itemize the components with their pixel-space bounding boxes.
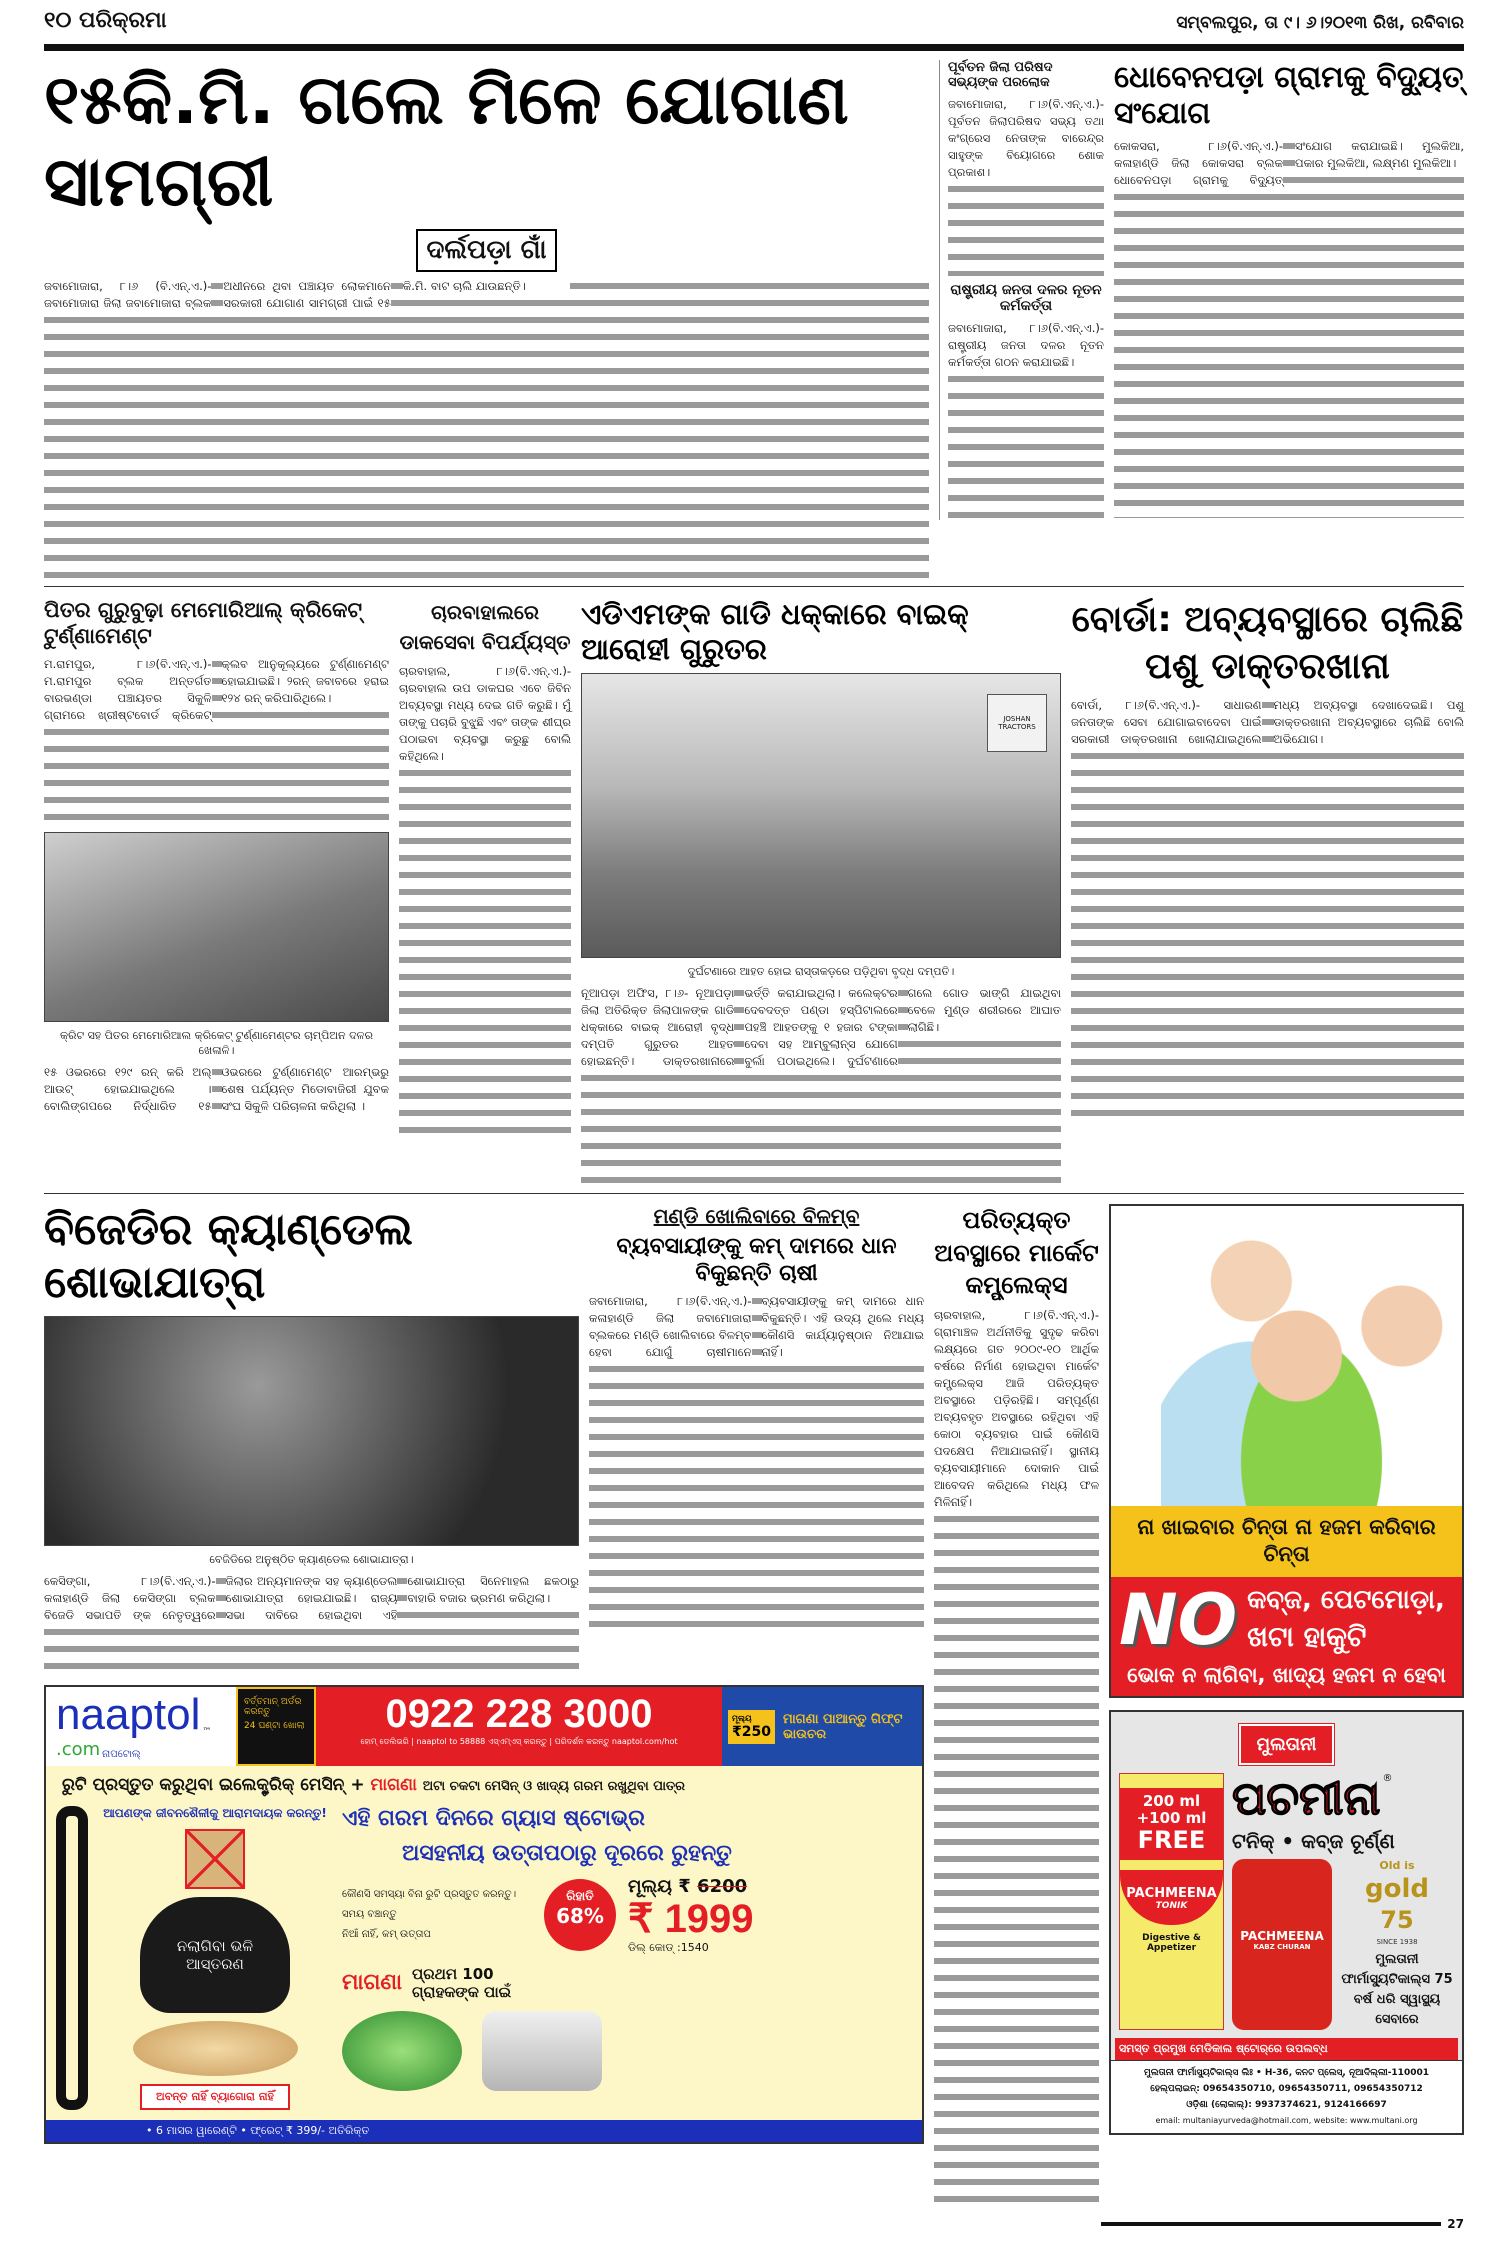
accident-headline: ଏଡିଏମଙ୍କ ଗାଡି ଧକ୍କାରେ ବାଇକ୍ ଆରୋହୀ ଗୁରୁତର <box>581 597 969 666</box>
accident-body-text: ନୂଆପଡ଼ା ଅଫିସ, ୮।୬- ନୂଆପଡ଼ା ଜିଲା ଅତିରିକ୍ତ ଜିଲାପାଳଙ୍କ ଗାଡି ଧକ୍କାରେ ବାଇକ୍ ଆରୋହୀ ବୃଦ୍ଧ ଦମ୍ପତି ଗୁରୁତର ଆହତ ହୋଇଛନ୍ତି। ଡାକ୍ତରଖାନାରେ ଭର୍ତ୍ତି କରାଯାଇଥିଲା। କଲେକ୍ଟର ଦେବଦତ୍ତ ପଣ୍ଡା ହସ୍ପିଟାଲରେ ପହଞ୍ଚି ଆହତଙ୍କୁ ୧ ହଜାର ଟଙ୍କା ଦେବା ସହ ଆମ୍ବୁଲାନ୍ସ ଯୋଗେ ବୁର୍ଲା ପଠାଇଥିଲେ। ଦୁର୍ଘଟଣାରେ ଗଲେ ଗୋଡ ଭାଙ୍ଗି ଯାଇଥିବା ବେଳେ ମୁଣ୍ଡ ଶରୀରରେ ଆଘାତ ଲାଗିଛି। <box>581 986 1061 1069</box>
discount-value: 68% <box>556 1904 604 1929</box>
multani-logo: ମୁଲତାନୀ <box>1239 1724 1335 1765</box>
slogan-1: ଏହି ଗରମ ଦିନରେ ଗ୍ୟାସ ଷ୍ଟୋଭ୍‌ର <box>342 1805 645 1831</box>
jar-type: KABZ CHURAN <box>1253 1943 1311 1952</box>
obituary-column <box>939 60 1104 520</box>
bottle-name: PACHMEENA <box>1126 1885 1217 1901</box>
free-gift-label: ମାଗଣା <box>342 1970 403 1996</box>
accident-body <box>581 985 1061 1185</box>
ad-symptoms-3: ଭୋକ ନ ଲାଗିବା, ଖାଦ୍ୟ ହଜମ ନ ହେବା <box>1127 1662 1446 1687</box>
family-photo <box>1161 1206 1462 1506</box>
cricket-story <box>44 597 389 1115</box>
vet-headline: ବୋର୍ଡା: ଅବ୍ୟବସ୍ଥାରେ ଚାଲିଛି ପଶୁ ଡାକ୍ତରଖାନା <box>1071 599 1464 687</box>
electricity-headline: ଧୋବେନପଡ଼ା ଗ୍ରାମକୁ ବିଦ୍ୟୁତ୍ ସଂଯୋଗ <box>1114 60 1464 131</box>
electricity-body-text: କୋକସରା, ୮।୬(ବି.ଏନ୍.ଏ.)- କଳାହାଣ୍ଡି ଜିଲା କୋକସରା ବ୍ଲକ ଧୋବେନପଡ଼ା ଗ୍ରାମକୁ ବିଦ୍ୟୁତ୍ ସଂଯୋଗ କରାଯାଇଛି। ମୁଲକିଆ, ପକାର ମୁଲକିଆ, ଲକ୍ଷ୍ମଣ ମୁଲକିଆ। <box>1114 139 1464 187</box>
call-now-box <box>236 1687 316 1766</box>
postal-body <box>399 663 571 1143</box>
rolling-pin-crossed-icon <box>185 1829 245 1889</box>
lifestyle-text: ଆପଣଙ୍କ ଜୀବନଶୈଳୀକୁ ଆରାମଦାୟକ କରନ୍ତୁ! <box>103 1805 327 1820</box>
row-2 <box>44 597 1464 1194</box>
vet-story <box>1071 597 1464 1117</box>
feature-item: ନିଆଁ ନାହିଁ, କମ୍ ଉତ୍ତାପ <box>342 1929 431 1941</box>
naaptol-odia: ନାପଟୋଲ୍ <box>102 1749 141 1761</box>
candle-headline: ବିଜେଡିର କ୍ୟାଣ୍ଡେଲ ଶୋଭାଯାତ୍ରା <box>44 1204 413 1308</box>
lead-body <box>44 278 929 578</box>
offer-row <box>342 1876 912 1955</box>
ad-symptoms-2: ଖଟା ହାକୁଟି <box>1247 1620 1367 1654</box>
mandi-kicker: ମଣ୍ଡି ଖୋଲିବାରେ ବିଳମ୍ବ <box>653 1204 860 1229</box>
roti-maker-lid <box>140 1897 290 2013</box>
accident-story <box>581 597 1061 1185</box>
market-headline: ପରିତ୍ୟକ୍ତ ଅବସ୍ଥାରେ ମାର୍କେଟ କମ୍ପ୍ଲେକ୍ସ <box>934 1206 1099 1299</box>
churan-jar <box>1232 1859 1332 2030</box>
naaptol-ad[interactable] <box>44 1685 924 2144</box>
cricket-photo-caption: କ୍ରିଟ ସହ ପିତର ମେମୋରିଆଲ କ୍ରିକେଟ୍ ଟୁର୍ଣ୍ଣାମେଣ୍ଟର ଚାମ୍ପିଅନ ଦଳର ଖେଳାଳି। <box>60 1028 373 1058</box>
discount-label: ରିହାତି <box>566 1889 594 1904</box>
multani-products <box>1111 1765 1462 2039</box>
lead-headline: ୧୫କି.ମି. ଗଲେ ମିଳେ ଯୋଗାଣ ସାମଗ୍ରୀ <box>44 61 849 222</box>
cricket-body-continued <box>44 1064 389 1115</box>
nonstick-label: ନଲାଗିବା ଭଳି ଆସ୍ତରଣ <box>176 1936 254 1973</box>
bottle-desc: Digestive & Appetizer <box>1142 1932 1201 1953</box>
market-story <box>934 1204 1099 2207</box>
candle-story <box>44 1204 579 1673</box>
discount-badge <box>544 1879 616 1951</box>
lead-subhead: ଦର୍ଲପଡ଼ା ଗାଁ <box>416 229 556 272</box>
rjd-headline: ରାଷ୍ଟ୍ରୀୟ ଜନତା ଦଳର ନୂତନ କର୍ମକର୍ତ୍ତା <box>950 282 1102 314</box>
gift-value: ₹250 <box>732 1723 771 1740</box>
dateline: ସମ୍ବଲପୁର, ତା ୯। ୬।୨୦୧୩ ରିଖ, ରବିବାର <box>1176 13 1464 33</box>
mandi-body <box>589 1293 924 1633</box>
old-is-text: Old is <box>1379 1859 1415 1873</box>
offer-line-1: 200 ml <box>1142 1791 1201 1810</box>
naaptol-tld: .com <box>56 1739 101 1761</box>
title-rest: ଅଟା ଚକଟା ମେସିନ୍ ଓ ଖାଦ୍ୟ ଗରମ ରଖୁଥିବା ପାତ୍ର <box>422 1779 686 1795</box>
cricket-body <box>44 656 389 826</box>
multani-right <box>1232 1770 1454 2031</box>
first-100-text: ପ୍ରଥମ 100 ଗ୍ରାହକଙ୍କ ପାଇଁ <box>412 1964 512 2001</box>
slogan-2: ଅସହନୀୟ ଉତ୍ତାପଠାରୁ ଦୂରରେ ରୁହନ୍ତୁ <box>402 1840 732 1866</box>
footer-rule <box>1101 2222 1441 2226</box>
obituary-body <box>948 96 1104 276</box>
since-text: SINCE 1938 <box>1376 1938 1418 1947</box>
heritage-text: ମୁଲତାନୀ ଫାର୍ମାସ୍ୟୁଟିକାଲ୍ସ 75 ବର୍ଷ ଧରି ସ୍ୱାସ୍ଥ୍ୟ ସେବାରେ <box>1341 1952 1453 2028</box>
product-subtitle: ଟନିକ୍ • କବ୍ଜ ଚୂର୍ଣ୍ଣ <box>1232 1829 1395 1854</box>
mandi-story <box>589 1204 924 1633</box>
page-number: 27 <box>1447 2217 1464 2232</box>
naaptol-badge: ଅବନ୍ତ ନାହିଁ ବ୍ୟାଗୋରା ନାହିଁ <box>140 2084 290 2110</box>
hours-label: 24 ଘଣ୍ଟା ଖୋଲା <box>244 1721 305 1732</box>
price-block <box>628 1876 754 1955</box>
cricket-headline: ପିତର ଗୁରୁବୁଢ଼ା ମେମୋରିଆଲ୍ କ୍ରିକେଟ୍ ଟୁର୍ଣ୍ଣାମେଣ୍ଟ <box>44 598 363 649</box>
old-is-gold <box>1340 1859 1454 2030</box>
email-website: email: multaniayurveda@hotmail.com, website: www.multani.org <box>1155 2116 1418 2126</box>
rjd-body-text: ଜବାମୋଜାରା, ୮।୬(ବି.ଏନ୍.ଏ.)- ରାଷ୍ଟ୍ରୀୟ ଜନତା ଦଳର ନୂତନ କର୍ମକର୍ତ୍ତା ଗଠନ କରାଯାଇଛି। <box>948 321 1104 369</box>
roti-maker-handle <box>56 1806 88 2110</box>
offer-line-2: +100 ml <box>1136 1809 1207 1828</box>
naaptol-product-column <box>100 1806 330 2110</box>
product-name: ପଚମୀନା <box>1232 1770 1381 1825</box>
naaptol-body <box>46 1806 922 2120</box>
company-address: ମୁଲତାନୀ ଫାର୍ମାସ୍ୟୁଟିକାଲ୍ସ ଲିଃ • H-36, କନଟ ପ୍ଲେସ୍, ନୂଆଦିଲ୍ଲୀ-110001 <box>1144 2068 1429 2079</box>
market-body-text: ଚାରବାହାଲ, ୮।୬(ବି.ଏନ୍.ଏ.)- ଗ୍ରାମାଞ୍ଚଳ ଅର୍ଥନୀତିକୁ ସୁଦୃଢ କରିବା ଲକ୍ଷ୍ୟରେ ଗତ ୨୦୦୯-୧୦ ଆର୍ଥିକ ବର୍ଷରେ ନିର୍ମାଣ ହୋଇଥିବା ମାର୍କେଟ କମ୍ପ୍ଲେକ୍ସ ଆଜି ପରିତ୍ୟକ୍ତ ଅବସ୍ଥାରେ ପଡ଼ିରହିଛି। ସମ୍ପୂର୍ଣ୍ଣ ଅବ୍ୟବହୃତ ଅବସ୍ଥାରେ ରହିଥିବା ଏହି କୋଠା ବ୍ୟବହାର ପାଇଁ କୌଣସି ପଦକ୍ଷେପ ନିଆଯାଇନାହିଁ। ସ୍ଥାନୀୟ ବ୍ୟବସାୟୀମାନେ ଦୋକାନ ପାଇଁ ଆବେଦନ କରିଥିଲେ ମଧ୍ୟ ଫଳ ମିଳିନାହିଁ। <box>934 1308 1099 1510</box>
dough-maker-image <box>342 2011 462 2091</box>
bottle-type: TONIK <box>1155 1900 1188 1911</box>
odisha-contact: ଓଡ଼ିଶା (ଲୋକାଲ୍): 9937374621, 9124166697 <box>1186 2100 1387 2111</box>
candle-body <box>44 1573 579 1673</box>
mandi-headline: ବ୍ୟବସାୟୀଙ୍କୁ କମ୍ ଦାମରେ ଧାନ ବିକୁଛନ୍ତି ଚାଷୀ <box>616 1234 897 1286</box>
naaptol-footer: • 6 ମାସର ୱାରେଣ୍ଟି • ଫ୍ରେଟ୍ ₹ 399/- ଅତିରିକ୍ତ <box>46 2120 922 2142</box>
naaptol-brand: naaptol <box>56 1690 201 1740</box>
obituary-body-text: ଜବାମୋଜାରା, ୮।୬(ବି.ଏନ୍.ଏ.)- ପୂର୍ବତନ ଜିଲାପରିଷଦ ସଭ୍ୟ ତଥା କଂଗ୍ରେସ ନେତାଙ୍କ ବାରେନ୍ଦ୍ର ସାହୁଙ୍କ ବିୟୋଗରେ ଶୋକ ପ୍ରକାଶ। <box>948 97 1104 179</box>
free-gift-row <box>342 1965 912 2001</box>
feature-item: କୌଣସି ସମସ୍ୟା ବିନା ରୁଟି ପ୍ରସ୍ତୁତ କରନ୍ତୁ। <box>342 1889 517 1901</box>
accident-photo-caption: ଦୁର୍ଘଟଣାରେ ଆହତ ହୋଇ ରାସ୍ତାକଡ଼ରେ ପଡ଼ିଥିବା ବୃଦ୍ଧ ଦମ୍ପତି। <box>687 964 955 978</box>
gift-label: ମୂଲ୍ୟ <box>732 1713 752 1723</box>
naaptol-logo <box>46 1687 236 1766</box>
title-plus: + <box>350 1775 365 1796</box>
jar-name: PACHMEENA <box>1240 1929 1324 1944</box>
candle-photo-caption: ବେଜିଡିରେ ଅନୁଷ୍ଠିତ କ୍ୟାଣ୍ଡେଲ ଶୋଭାଯାତ୍ରା। <box>209 1552 414 1566</box>
obituary-headline: ପୂର୍ବତନ ଜିଲା ପରିଷଦ ସଭ୍ୟଙ୍କ ପରଲୋକ <box>948 60 1053 90</box>
candle-body-text: କେସିଙ୍ଗା, ୮।୬(ବି.ଏନ୍.ଏ.)- କଳାହାଣ୍ଡି ଜିଲା କେସିଙ୍ଗା ବ୍ଲକ ବିଜେଡି ସଭାପତି ଙ୍କ ନେତୃତ୍ୱରେ ଜିଲାର ଅନ୍ୟମାନଙ୍କ ସହ କ୍ୟାଣ୍ଡେଲ ଶୋଭାଯାତ୍ରା ହୋଇଯାଇଛି। ରାଜ୍ୟ ସଭା ଦାବିରେ ହୋଇଥିବା ଏହି ଶୋଭାଯାତ୍ରା ସିନେମାହଲ ଛକଠାରୁ ବାହାରି ବଜାର ଭ୍ରମଣ କରିଥିଲା। <box>44 1574 579 1623</box>
offer-free: FREE <box>1137 1826 1206 1855</box>
postal-body-text: ଚାରବାହାଲ, ୮।୬(ବି.ଏନ୍.ଏ.)- ଚାରବାହାଲ ଉପ ଡାକଘର ଏବେ ଜିବିନ ଅବ୍ୟବସ୍ଥା ମଧ୍ୟ ଦେଇ ଗତି କରୁଛି। ମୁଁ ତାଙ୍କୁ ପଚାରି ବୁଝୁଛି ଏବଂ ତାଙ୍କ ଶୀଘ୍ର ପଠାଇବା ବ୍ୟବସ୍ଥା କରୁଛୁ ବୋଲି କହିଥିଲେ। <box>399 664 571 764</box>
row-3-stories <box>44 1204 924 1673</box>
naaptol-offer-column <box>342 1806 912 2110</box>
naaptol-title <box>46 1766 922 1806</box>
feature-item: ସମୟ ବଞ୍ଚାନ୍ତୁ <box>342 1909 397 1921</box>
casserole-image <box>482 2011 602 2091</box>
digestive-ad[interactable] <box>1109 1204 1464 1698</box>
rjd-body <box>948 320 1104 520</box>
years-badge: 75 <box>1380 1906 1414 1935</box>
page-section-label: ୧୦ ପରିକ୍ରମା <box>44 8 167 33</box>
multani-contact-block <box>1111 2060 1462 2133</box>
call-label: ବର୍ତ୍ତମାନ୍ ଅର୍ଡର କରନ୍ତୁ <box>244 1697 302 1718</box>
availability-banner: ସମସ୍ତ ପ୍ରମୁଖ ମେଡିକାଲ ଷ୍ଟୋର୍‌ରେ ଉପଲବ୍ଧ <box>1115 2038 1458 2060</box>
electricity-body <box>1114 138 1464 518</box>
deal-code: ଡିଲ୍ କୋଡ୍ :1540 <box>628 1940 709 1954</box>
mrp-value: 6200 <box>697 1875 748 1897</box>
ad-no-text: NO <box>1119 1578 1238 1661</box>
cricket-body-text: ମ.ରାମପୁର, ୮।୬(ବି.ଏନ୍.ଏ.)- ମ.ରାମପୁର ବ୍ଲକ ଅନ୍ତର୍ଗତ ବାରଭଣ୍ଡା ପଞ୍ଚାୟତର ସିକୁଳି ଗ୍ରାମରେ ଖ୍ରୀଷ୍ଟବୋର୍ଡ କ୍ରିକେଟ୍ କ୍ଲବ ଆନୁକୂଲ୍ୟରେ ଟୁର୍ଣ୍ଣାମେଣ୍ଟ ହୋଇଯାଇଛି। ୨ରନ୍ ଜବାବରେ ହରାଇ ୧୨୪ ରନ୍ କରିପାରିଥିଲେ। <box>44 656 389 722</box>
market-body <box>934 1307 1099 2207</box>
mandi-body-text: ଜବାମୋଜାରା, ୮।୬(ବି.ଏନ୍.ଏ.)- କଳାହାଣ୍ଡି ଜିଲା ଜବାମୋଜାରା ବ୍ଲକରେ ମଣ୍ଡି ଖୋଲିବାରେ ବିଳମ୍ବ ହେବା ଯୋଗୁଁ ଚାଷୀମାନେ ବ୍ୟବସାୟୀଙ୍କୁ କମ୍ ଦାମରେ ଧାନ ବିକୁଛନ୍ତି। ଏହି ଉଦ୍ୟ ଥିଲେ ମଧ୍ୟ କୌଣସି କାର୍ଯ୍ୟାନୁଷ୍ଠାନ ନିଆଯାଇ ନାହିଁ। <box>589 1293 924 1359</box>
gift-voucher-box <box>722 1687 922 1766</box>
cricket-team-photo <box>44 832 389 1022</box>
title-main: ରୁଟି ପ୍ରସ୍ତୁତ କରୁଥିବା ଇଲେକ୍ଟ୍ରିକ୍ ମେସିନ୍ <box>62 1775 345 1796</box>
offer-price: ₹ 1999 <box>628 1896 754 1941</box>
tonic-bottle <box>1119 1773 1224 2031</box>
title-free: ମାଗଣା <box>370 1775 417 1796</box>
vet-body-text: ବୋର୍ଡା, ୮।୬(ବି.ଏନ୍.ଏ.)- ସାଧାରଣ ଜନତାଙ୍କ ସେବା ଯୋଗାଇବାଦେବା ପାଇଁ ସରକାରୀ ଡାକ୍ତରଖାନା ଖୋଲାଯାଇଥିଲେ ମଧ୍ୟ ଅବ୍ୟବସ୍ଥା ଦେଖାଦେଇଛି। ପଶୁ ଡାକ୍ତରଖାନା ଅବ୍ୟବସ୍ଥାରେ ଚାଲିଛି ବୋଲି ଅଭିଯୋଗ। <box>1071 697 1464 746</box>
right-ads <box>1109 1204 1464 2135</box>
photo-signboard: JOSHAN TRACTORS <box>987 694 1047 752</box>
lower-left <box>44 1204 924 2144</box>
mrp-label: ମୂଲ୍ୟ ₹ <box>628 1875 691 1897</box>
vet-body <box>1071 697 1464 1117</box>
cricket-body2-text: ୧୫ ଓଭରରେ ୧୨୯ ରନ୍ କରି ଅଲ୍ ଆଉଟ୍ ହୋଇଯାଇଥିଲେ । ବୋଲିଙ୍ଗପରେ ନିର୍ଦ୍ଧାରିତ ୧୫ ଓଭରରେ ଟୁର୍ଣ୍ଣାମେଣ୍ଟ ଆରମ୍ଭରୁ ଶେଷ ପର୍ଯ୍ୟନ୍ତ ମିଡୋବାଜିରୀ ଯୁବକ ସଂଘ ସିକୁଳି ପରିଚାଳନା କରିଥିଲା । <box>44 1065 389 1114</box>
gift-line: ମାଗଣା ପାଆନ୍ତୁ ଗିଫ୍ଟ ଭାଉଚର <box>782 1711 903 1742</box>
multani-ad[interactable] <box>1109 1710 1464 2136</box>
ad-red-panel <box>1111 1577 1462 1696</box>
lead-body-text: ଜବାମୋଜାରା, ୮।୬ (ବି.ଏନ୍.ଏ.)- ଜବାମୋଜାରା ଜିଲା ଜବାମୋଜାରା ବ୍ଲକ ଅଧୀନରେ ଥିବା ପଞ୍ଚାୟତ ଲୋକମାନେ ସରକାରୀ ଯୋଗାଣ ସାମଗ୍ରୀ ପାଇଁ ୧୫ କି.ମି. ବାଟ ଚାଲି ଯାଉଛନ୍ତି। <box>44 278 570 312</box>
accident-photo <box>581 673 1061 958</box>
sms-line: ହୋମ୍ ଡେଲିଭରି | naaptol to 58888 ଏସ୍ଏମ୍ଏସ୍ କରନ୍ତୁ | ପରିଦର୍ଶନ କରନ୍ତୁ naaptol.com/hot <box>360 1737 678 1747</box>
roti-image <box>133 2021 298 2076</box>
helpline: ହେଲ୍ପଲାଇନ୍: 09654350710, 09654350711, 09654350712 <box>1150 2084 1423 2095</box>
gold-text: gold <box>1365 1874 1429 1905</box>
phone-number[interactable]: 0922 228 3000 <box>385 1692 653 1737</box>
ad-symptoms-1: କବ୍ଜ, ପେଟମୋଡ଼ା, <box>1247 1585 1445 1616</box>
naaptol-header <box>46 1687 922 1766</box>
electricity-story <box>1114 60 1464 518</box>
phone-box[interactable] <box>316 1687 722 1766</box>
ad-tagline: ନା ଖାଇବାର ଚିନ୍ତା ନା ହଜମ କରିବାର ଚିନ୍ତା <box>1111 1506 1462 1577</box>
candle-march-photo <box>44 1316 579 1546</box>
mrp <box>628 1876 754 1897</box>
row-1 <box>44 60 1464 587</box>
postal-headline: ଚାରବାହାଲରେ ଡାକସେବା ବିପର୍ଯ୍ୟସ୍ତ <box>399 600 571 655</box>
free-gift-images <box>342 2011 912 2091</box>
feature-list <box>342 1885 532 1945</box>
lower-section <box>44 1204 1464 2207</box>
postal-story <box>399 597 571 1143</box>
trademark: ® <box>1382 1772 1393 1784</box>
page-footer <box>44 2217 1464 2231</box>
naaptol-tm: ™ <box>202 1727 212 1738</box>
lead-story <box>44 60 929 578</box>
